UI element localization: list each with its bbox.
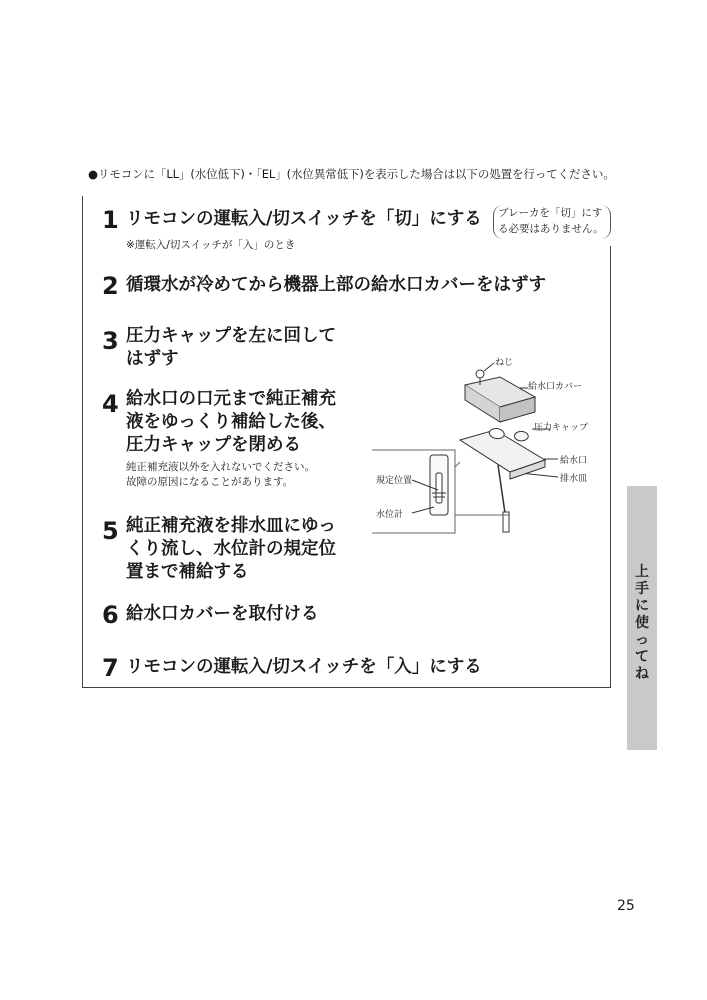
step-title: リモコンの運転入/切スイッチを「入」にする: [126, 657, 482, 677]
step-number: 1: [102, 206, 119, 234]
label-water-inlet: 給水口: [560, 456, 588, 466]
step-title-line-1: 純正補充液を排水皿にゆっ: [126, 516, 336, 536]
side-tab: [627, 486, 657, 750]
step-number: 7: [102, 654, 119, 682]
step-number: 3: [102, 327, 119, 355]
side-tab-label: 上手に使ってね: [635, 564, 649, 682]
step-title-line-2: くり流し、水位計の規定位: [126, 539, 336, 559]
step-title-line-2: はずす: [126, 349, 179, 369]
step-number: 2: [102, 272, 119, 300]
step-note-line-2: 故障の原因になることがあります。: [126, 476, 294, 488]
step-title-line-3: 圧力キャップを閉める: [126, 435, 301, 455]
label-level-position: 規定位置: [376, 476, 413, 486]
page-number: 25: [617, 898, 635, 914]
step-title-line-3: 置まで補給する: [126, 562, 249, 582]
step-note: ※運転入/切スイッチが「入」のとき: [126, 239, 296, 251]
instruction-frame-right-edge: [610, 246, 611, 687]
step-title-line-1: 給水口の口元まで純正補充: [126, 389, 336, 409]
step-title-line-1: 圧力キャップを左に回して: [126, 326, 336, 346]
label-screw: ねじ: [495, 358, 514, 368]
label-inlet-cover: 給水口カバー: [528, 382, 583, 392]
step-title: 給水口カバーを取付ける: [126, 604, 319, 624]
step-title: 循環水が冷めてから機器上部の給水口カバーをはずす: [126, 275, 546, 295]
step-number: 6: [102, 601, 119, 629]
label-drain-tray: 排水皿: [560, 474, 588, 484]
step-title-line-2: 液をゆっくり補給した後、: [126, 412, 336, 432]
paren-line-2: る必要はありません。: [498, 223, 604, 235]
step-note-line-1: 純正補充液以外を入れないでください。: [126, 461, 315, 473]
refill-diagram: [360, 355, 600, 540]
label-water-gauge: 水位計: [376, 510, 404, 520]
step-number: 5: [102, 517, 119, 545]
step-number: 4: [102, 390, 119, 418]
paren-line-1: ブレーカを「切」にす: [498, 207, 603, 219]
step-1-paren-note: [493, 205, 611, 239]
step-title: リモコンの運転入/切スイッチを「切」にする: [126, 209, 482, 229]
intro-notice: ●リモコンに「LL」(水位低下)・「EL」(水位異常低下)を表示した場合は以下の処置を行ってください。: [88, 167, 615, 181]
label-pressure-cap: 圧力キャップ: [534, 423, 589, 433]
